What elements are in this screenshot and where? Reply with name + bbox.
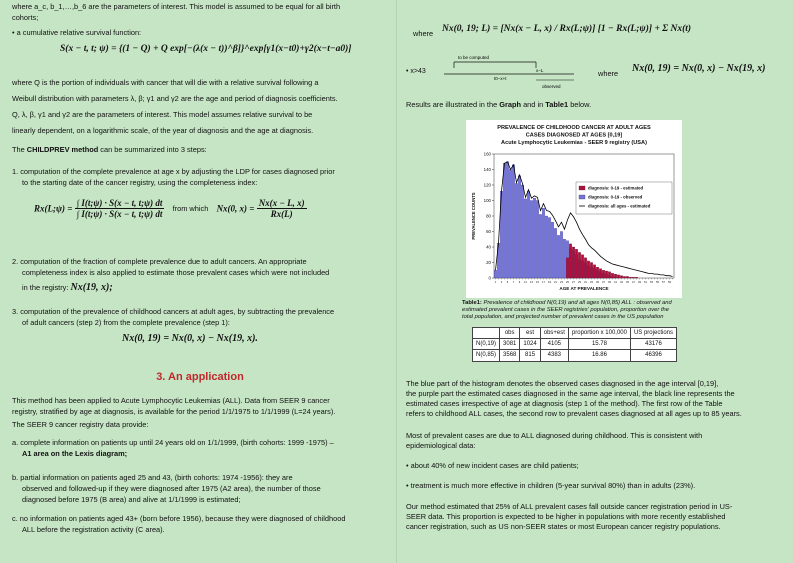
x-tick-label: 15	[536, 280, 539, 284]
y-tick-label: 120	[483, 182, 491, 188]
results-table: Table1	[545, 100, 569, 109]
bar-estimated	[617, 275, 619, 278]
x-tick-label: 25	[566, 280, 569, 284]
legend-label: diagnosis: 0-19 - observed	[588, 194, 643, 200]
bar-estimated	[632, 277, 634, 278]
completeness-equation	[34, 198, 307, 219]
item-b-line-3: diagnosed before 1975 (B area) and alive at 1/1/1999 is estimated;	[22, 495, 241, 504]
table-cell: 4105	[540, 339, 568, 350]
x-tick-label: 59	[668, 280, 671, 284]
bar-estimated	[566, 258, 568, 278]
legend-swatch	[579, 195, 585, 199]
q-text-3: Q, λ, β, γ1 and γ2 are the parameters of interest. This model assumes relative survival to be	[12, 110, 313, 119]
item-b-line-1: b. partial information on patients aged 25 and 43, (birth cohorts: 1974 -1956): they are	[12, 473, 293, 482]
table-cell: 46396	[630, 350, 676, 361]
table-cell: 16.86	[568, 350, 630, 361]
y-tick-label: 40	[486, 244, 491, 250]
x-tick-label: 21	[554, 280, 557, 284]
intro-line-2: cohorts;	[12, 13, 39, 22]
legend-swatch	[579, 186, 585, 190]
bar-estimated	[572, 247, 574, 278]
x-tick-label: 35	[596, 280, 599, 284]
eq-top: Nx(0, 19; L) = [Nx(x − L, x) / Rx(L;ψ)] [1 − Rx(L;ψ)] + Σ Nx(t)	[442, 24, 692, 34]
table-row	[473, 350, 677, 361]
intro-line-1: where a_c, b_1,…,b_6 are the parameters of interest. This model is assumed to be equal for all birth	[12, 2, 341, 11]
table-header-cell: US projections	[630, 328, 676, 339]
eq-from-which: from which	[172, 203, 209, 213]
bar-observed	[539, 214, 541, 278]
discussion-line-1: The blue part of the histogram denotes the observed cases diagnosed in the age interval [0,19],	[406, 379, 719, 388]
eq-r-fraction	[75, 198, 165, 219]
step1-line-1: 1. computation of the complete prevalence at age x by adjusting the LDP for cases diagnosed prior	[12, 167, 335, 176]
application-line-2: registry, stratified by age at diagnosis, is available for the period 1/1/1975 to 1/1/1999 (L=24 years).	[12, 407, 336, 416]
table-cell: 4383	[540, 350, 568, 361]
final-line-3: cancer registration, such as US non-SEER states or most European cancer registry populations.	[406, 522, 721, 531]
bar-estimated	[635, 277, 637, 278]
y-axis-label: PREVALENCE COUNTS	[471, 192, 476, 240]
results-pre: Results are illustrated in the	[406, 100, 500, 109]
table-header-cell: obs	[500, 328, 520, 339]
eq-n-fraction	[257, 198, 307, 219]
most-line-1: Most of prevalent cases are due to ALL diagnosed during childhood. This is consistent with	[406, 431, 703, 440]
x-tick-label: 13	[530, 280, 533, 284]
childprev-method-name: CHILDPREV method	[26, 145, 99, 154]
bar-estimated	[629, 277, 631, 278]
x-tick-label: 29	[578, 280, 581, 284]
x-tick-label: 27	[572, 280, 575, 284]
prevalence-chart-svg	[466, 120, 682, 298]
lexis-t0: t0−x+t	[494, 76, 507, 81]
bar-estimated	[569, 244, 571, 278]
x-tick-label: 51	[644, 280, 647, 284]
table-header-row	[473, 328, 677, 339]
y-tick-label: 20	[486, 260, 491, 266]
x-tick-label: 31	[584, 280, 587, 284]
eq-n-numerator: Nx(x − L, x)	[258, 198, 305, 208]
bar-estimated	[578, 252, 580, 278]
bar-observed	[551, 222, 553, 278]
bar-observed	[530, 201, 532, 279]
discussion-line-3: estimated cases irrespective of age at diagnosis (step 1 of the method). The first row of the Table	[406, 399, 723, 408]
step1-line-2: to the starting date of the cancer registry, using the completeness index:	[22, 178, 258, 187]
bar-observed	[536, 201, 538, 279]
legend-label: diagnosis: 0-19 - estimated	[588, 185, 644, 191]
bar-observed	[554, 228, 556, 278]
bar-estimated	[596, 267, 598, 278]
chart-title-line: Acute Lymphocytic Leukemias - SEER 9 registry (USA)	[501, 140, 647, 146]
bar-estimated	[584, 258, 586, 278]
item-a-line-2: A1 area on the Lexis diagram;	[22, 449, 128, 458]
eq-r-lhs: Rx(L;ψ) =	[34, 203, 73, 214]
table-caption-label: Table1:	[462, 300, 482, 306]
item-c-line-2: ALL before the registration activity (C area).	[22, 525, 165, 534]
discussion-line-4: refers to childhood ALL cases, the second row to prevalent cases diagnosed at all ages up to 85 years.	[406, 409, 742, 418]
bar-observed	[542, 208, 544, 278]
table-caption-3: total population, and projected number of prevalent cases in the US population	[462, 314, 664, 320]
step2-line-3	[22, 283, 113, 293]
step2-line-1: 2. computation of the fraction of complete prevalence due to adult cancers. An appropriate	[12, 257, 307, 266]
bar-observed	[503, 163, 505, 278]
bar-estimated	[611, 273, 613, 278]
x-tick-label: 55	[656, 280, 659, 284]
bar-observed	[548, 218, 550, 278]
x-tick-label: 41	[614, 280, 617, 284]
x-tick-label: 39	[608, 280, 611, 284]
bar-estimated	[599, 269, 601, 278]
bar-estimated	[587, 261, 589, 278]
results-mid: and in	[521, 100, 546, 109]
y-tick-label: 80	[486, 213, 491, 219]
x-tick-label: 5	[506, 280, 509, 284]
table-header-cell: proportion x 100,000	[568, 328, 630, 339]
y-tick-label: 60	[486, 229, 491, 235]
x-tick-label: 11	[524, 280, 527, 284]
bar-observed	[527, 191, 529, 278]
application-line-1: This method has been applied to Acute Lymphocytic Leukemias (ALL). Data from SEER 9 cancer	[12, 396, 330, 405]
eq-n19: Nx(19, x);	[70, 282, 113, 293]
step2-registry-text: in the registry:	[22, 283, 69, 292]
results-post: below.	[568, 100, 592, 109]
bar-observed	[563, 239, 565, 278]
eq-n-denominator: Rx(L)	[270, 209, 293, 220]
table-caption-1: Prevalence of childhood N(0,19) and all ages N(0,85) ALL : observed and	[481, 300, 672, 306]
table-row	[473, 339, 677, 350]
x-tick-label: 37	[602, 280, 605, 284]
step3-line-1: 3. computation of the prevalence of childhood cancers at adult ages, by subtracting the prevalence	[12, 307, 335, 316]
table-header-cell: obs+est	[540, 328, 568, 339]
item-b-line-2: observed and followed-up if they were diagnosed after 1975 (A2 area), the number of those	[22, 484, 321, 493]
results-table	[472, 327, 677, 362]
bar-observed	[494, 270, 496, 278]
q-text-4: linearly dependent, on a logarithmic scale, of the year of diagnosis and the age at diagnosis.	[12, 126, 314, 135]
bar-estimated	[590, 263, 592, 279]
bar-estimated	[623, 276, 625, 278]
eq-r-numerator: ∫ I(t;ψ) · S(x − t, t;ψ) dt	[76, 198, 163, 208]
table-cell: N(0,19)	[473, 339, 500, 350]
x-tick-label: 1	[494, 280, 497, 284]
bar-observed	[518, 176, 520, 278]
section-heading-application: 3. An application	[156, 371, 244, 383]
x-tick-label: 3	[500, 280, 503, 284]
x-tick-label: 45	[626, 280, 629, 284]
table-header-cell: est	[520, 328, 540, 339]
x-tick-label: 43	[620, 280, 623, 284]
bar-observed	[521, 185, 523, 278]
childprev-intro	[12, 145, 207, 155]
item-c-line-1: c. no information on patients aged 43+ (born before 1956), because they were diagnosed of childhood	[12, 514, 346, 523]
step3-line-2: of adult cancers (step 2) from the complete prevalence (step 1):	[22, 318, 230, 327]
bar-observed	[560, 232, 562, 279]
lexis-x43: • x>43	[406, 68, 426, 75]
table-caption	[462, 300, 742, 321]
lexis-sketch	[424, 50, 584, 92]
y-tick-label: 0	[488, 275, 491, 281]
bar-observed	[506, 162, 508, 278]
application-line-3: The SEER 9 cancer registry data provide:	[12, 420, 149, 429]
bar-estimated	[620, 276, 622, 278]
results-graph: Graph	[499, 100, 522, 109]
bar-observed	[515, 183, 517, 278]
table-cell: 3568	[500, 350, 520, 361]
x-tick-label: 7	[512, 280, 515, 284]
x-tick-label: 33	[590, 280, 593, 284]
childprev-post: can be summarized into 3 steps:	[98, 145, 207, 154]
item-a-line-1: a. complete information on patients up until 24 years old on 1/1/1999, (birth cohorts: 1999 -1975) –	[12, 438, 334, 447]
relative-survival-bullet: • a cumulative relative survival function:	[12, 28, 142, 37]
prevalence-chart	[466, 120, 682, 298]
bullet-treatment: • treatment is much more effective in children (5-year survival 80%) than in adults (23%).	[406, 481, 696, 490]
bar-observed	[545, 216, 547, 278]
step3-equation: Nx(0, 19) = Nx(0, x) − Nx(19, x).	[122, 333, 258, 344]
bar-estimated	[626, 276, 628, 278]
bar-observed	[524, 199, 526, 278]
bullet-incident: • about 40% of new incident cases are child patients;	[406, 461, 579, 470]
q-text-2: Weibull distribution with parameters λ, β; γ1 and γ2 are the age and period of diagnosis coefficients.	[12, 94, 338, 103]
bar-observed	[533, 198, 535, 278]
legend-label: diagnosis: all ages - estimated	[588, 203, 651, 209]
step2-line-2: completeness index is also applied to estimate those prevalent cases which were not included	[22, 268, 330, 277]
x-tick-label: 47	[632, 280, 635, 284]
bar-observed	[509, 170, 511, 279]
table-cell: 815	[520, 350, 540, 361]
chart-title-line: PREVALENCE OF CHILDHOOD CANCER AT ADULT AGES	[497, 125, 651, 131]
bar-estimated	[575, 249, 577, 278]
table-cell: 1024	[520, 339, 540, 350]
eq-second: Nx(0, 19) = Nx(0, x) − Nx(19, x)	[632, 63, 766, 74]
plot-area	[494, 154, 674, 278]
table-header-cell	[473, 328, 500, 339]
bar-estimated	[608, 272, 610, 278]
bar-observed	[557, 235, 559, 278]
bar-observed	[512, 165, 514, 278]
eq-second-where: where	[598, 69, 619, 78]
q-text-1: where Q is the portion of individuals with cancer that will die with a relative survival following a	[12, 78, 319, 87]
bar-estimated	[602, 270, 604, 278]
lexis-to-be-computed: to be computed	[458, 55, 490, 60]
y-tick-label: 160	[483, 151, 491, 157]
y-tick-label: 100	[483, 198, 491, 204]
final-line-2: SEER data. This proportion is expected to be higher in populations with more recently established	[406, 512, 726, 521]
chart-title-line: CASES DIAGNOSED AT AGES [0,19]	[525, 132, 623, 139]
x-tick-label: 23	[560, 280, 563, 284]
discussion-line-2: the purple part the estimated cases diagnosed in the same age interval, the black line represents the	[406, 389, 735, 398]
results-line	[406, 100, 591, 110]
y-tick-label: 140	[483, 167, 491, 173]
lexis-observed: observed	[542, 84, 561, 89]
eq-n-lhs: Nx(0, x) =	[216, 203, 255, 214]
childprev-pre: The	[12, 145, 27, 154]
x-axis-label: AGE AT PREVALENCE	[559, 286, 609, 291]
bar-estimated	[605, 271, 607, 278]
table-cell: N(0,85)	[473, 350, 500, 361]
table-caption-2: estimated prevalent cases in the SEER registries' population, proportion over the	[462, 307, 670, 313]
x-tick-label: 9	[518, 280, 521, 284]
final-line-1: Our method estimated that 25% of ALL prevalent cases fall outside cancer registration period in US-	[406, 502, 733, 511]
x-tick-label: 53	[650, 280, 653, 284]
x-tick-label: 57	[662, 280, 665, 284]
x-tick-label: 19	[548, 280, 551, 284]
survival-equation: S(x − t, t; ψ) = {(1 − Q) + Q exp[−(λ(x − t))^β]}^exp[γ1(x−t0)+γ2(x−t−a0)]	[60, 44, 352, 54]
lexis-xl: x−L	[536, 68, 544, 73]
x-tick-label: 49	[638, 280, 641, 284]
x-tick-label: 17	[542, 280, 545, 284]
bar-estimated	[581, 255, 583, 278]
table-cell: 15.78	[568, 339, 630, 350]
bar-estimated	[593, 265, 595, 278]
most-line-2: epidemiological data:	[406, 441, 476, 450]
column-divider	[396, 0, 397, 563]
eq-top-where: where	[413, 29, 434, 38]
eq-r-denominator: ∫ I(t;ψ) · S(x − t, t;ψ) dt	[76, 209, 163, 220]
table-cell: 3081	[500, 339, 520, 350]
table-cell: 43176	[630, 339, 676, 350]
bar-estimated	[614, 274, 616, 278]
